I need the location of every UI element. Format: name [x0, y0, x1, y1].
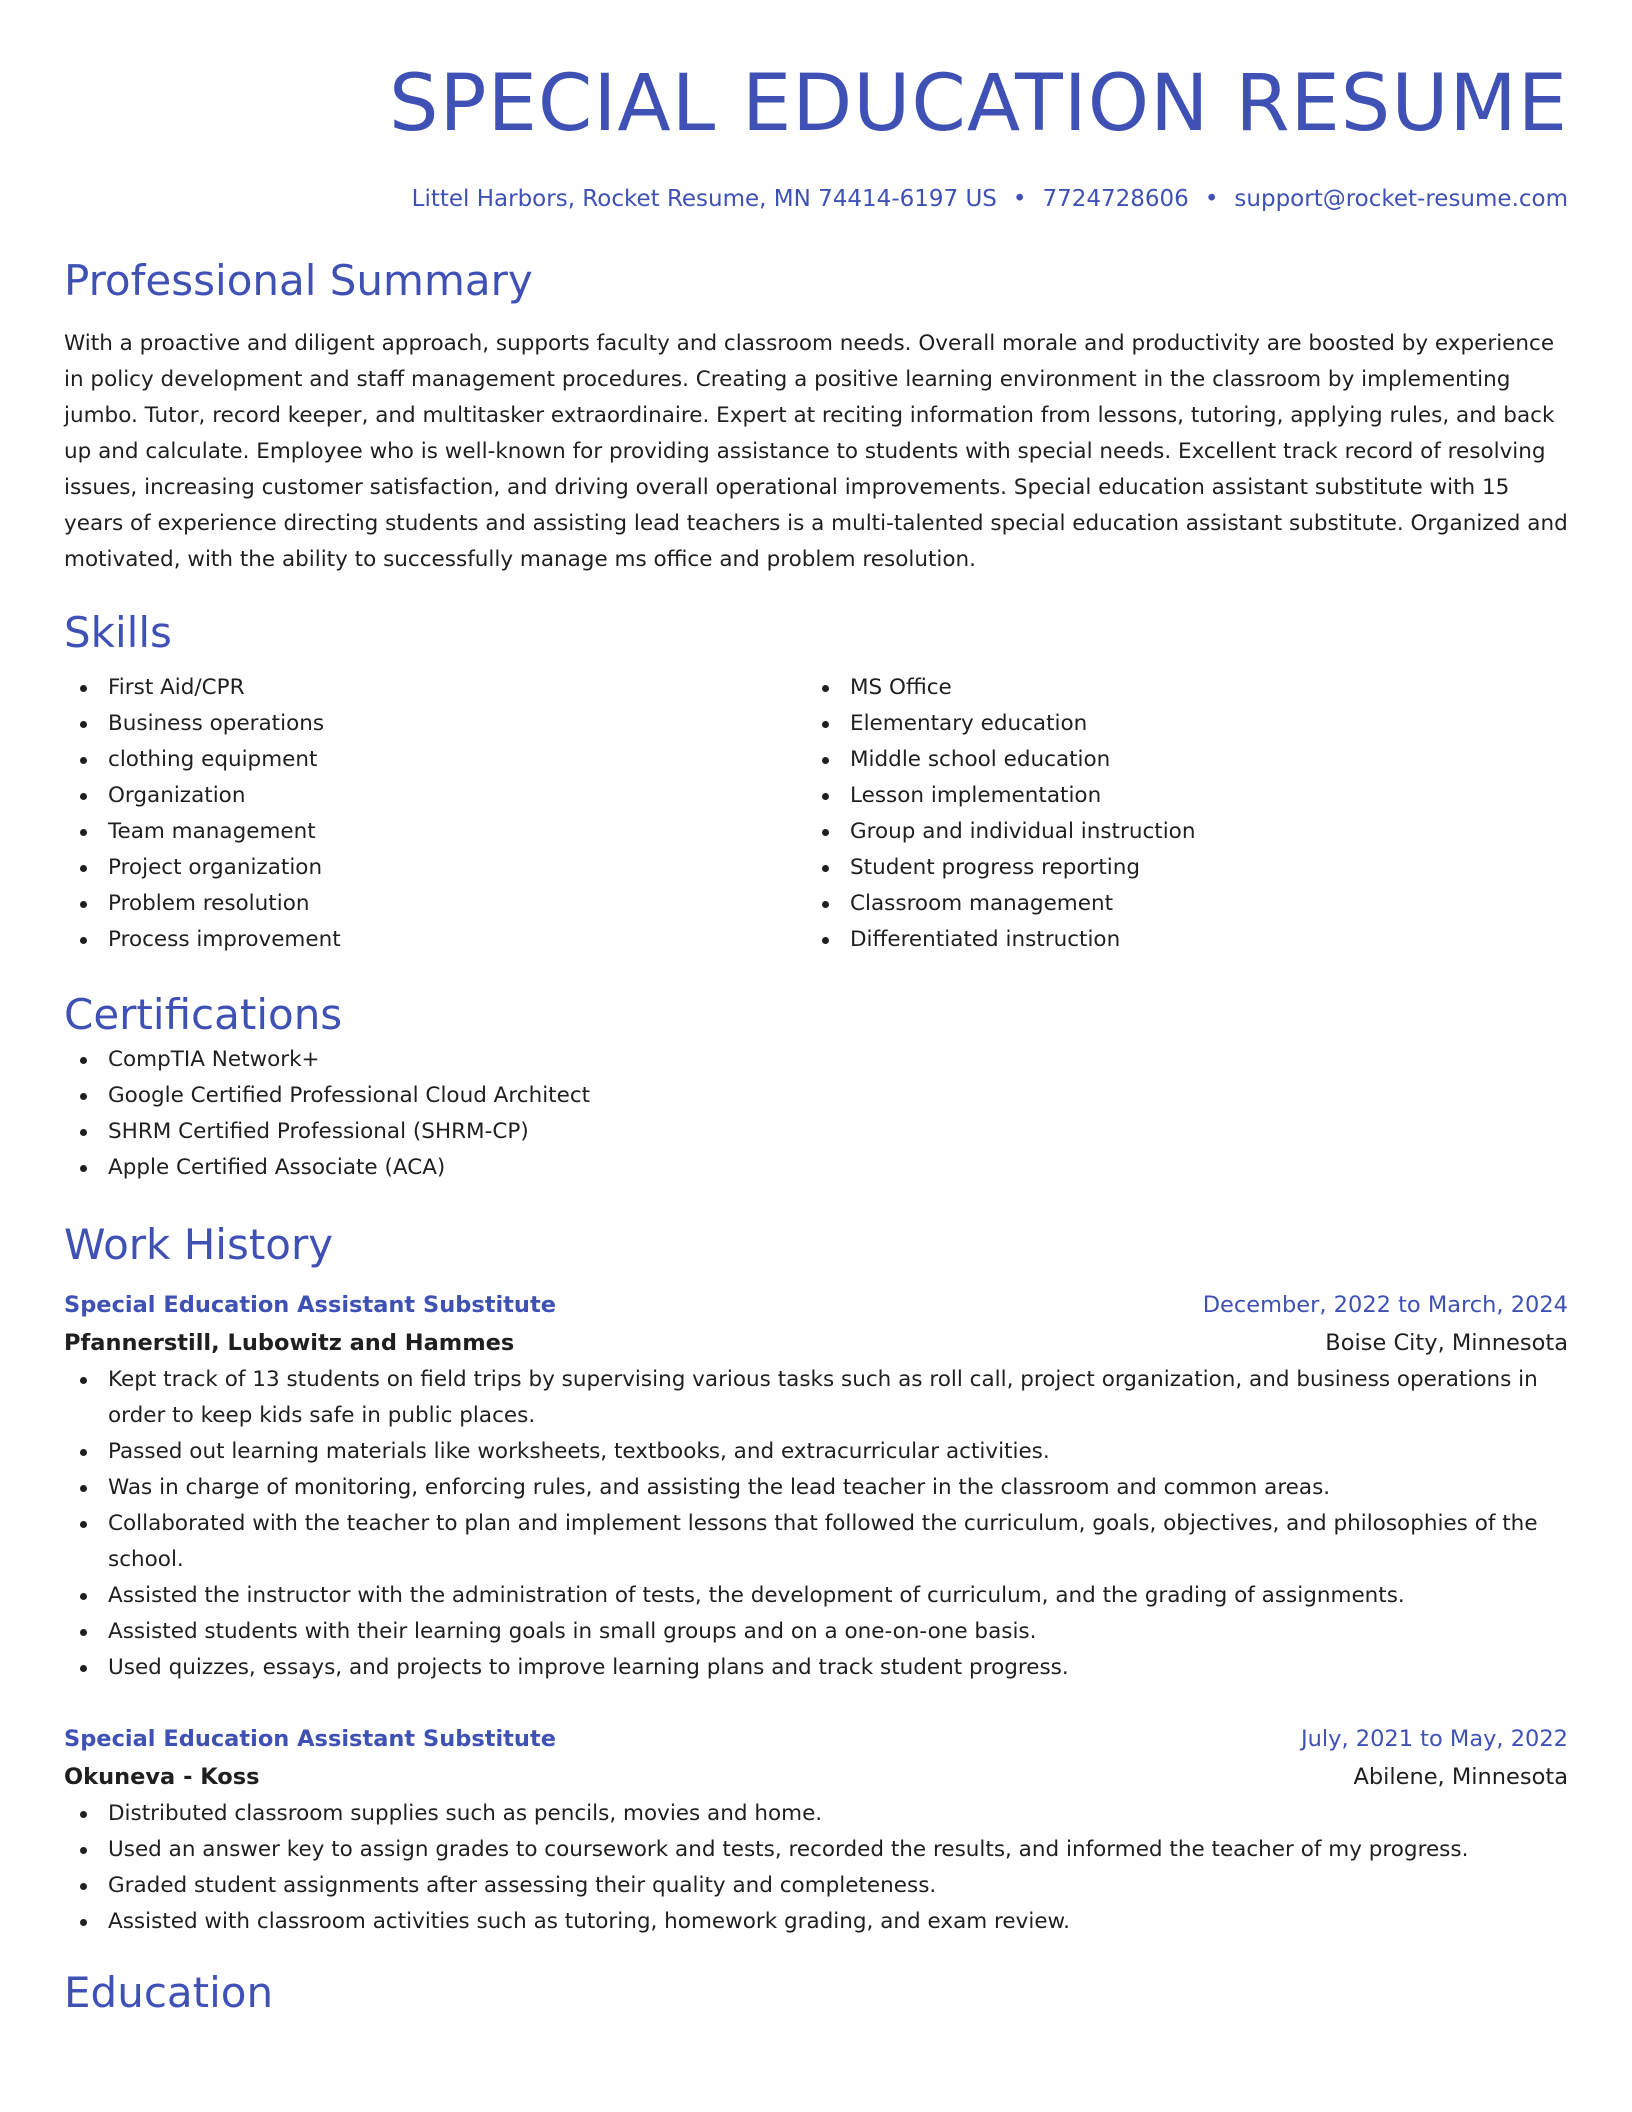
job-title: Special Education Assistant Substitute: [64, 1726, 556, 1752]
job-title: Special Education Assistant Substitute: [64, 1292, 556, 1318]
skill-item: Middle school education: [806, 742, 1548, 778]
job-dates: December, 2022 to March, 2024: [1202, 1292, 1568, 1318]
contact-line: [64, 184, 1568, 214]
contact-phone[interactable]: 7724728606: [1042, 186, 1189, 212]
skill-item: Elementary education: [806, 706, 1548, 742]
skill-item: Lesson implementation: [806, 778, 1548, 814]
job-duty: Assisted with classroom activities such as tutoring, homework grading, and exam review.: [64, 1904, 1568, 1940]
skill-item: Team management: [64, 814, 806, 850]
summary-heading: Professional Summary: [64, 256, 533, 305]
job-duty: Distributed classroom supplies such as pencils, movies and home.: [64, 1796, 1568, 1832]
job-company-row: [64, 1758, 1568, 1796]
skill-item: Process improvement: [64, 922, 806, 958]
skills-list-right: [806, 670, 1548, 958]
skill-item: Business operations: [64, 706, 806, 742]
contact-address: Littel Harbors, Rocket Resume, MN 74414-6197 US: [411, 186, 997, 212]
skill-item: Organization: [64, 778, 806, 814]
contact-separator: •: [1012, 186, 1027, 212]
skills-columns: [64, 670, 1568, 958]
job-duty: Was in charge of monitoring, enforcing rules, and assisting the lead teacher in the classroom and common areas.: [64, 1470, 1568, 1506]
job-entry: [64, 1286, 1568, 1686]
job-header-row: [64, 1720, 1568, 1758]
resume-header: [64, 50, 1568, 214]
work-history-heading: Work History: [64, 1220, 334, 1269]
job-company-row: [64, 1324, 1568, 1362]
certification-item: SHRM Certified Professional (SHRM-CP): [64, 1114, 1568, 1150]
job-dates: July, 2021 to May, 2022: [1300, 1726, 1568, 1752]
work-history-section: [64, 1218, 1568, 1940]
contact-email[interactable]: support@rocket-resume.com: [1234, 186, 1568, 212]
skill-item: Group and individual instruction: [806, 814, 1548, 850]
job-location: Boise City, Minnesota: [1325, 1330, 1568, 1356]
skill-item: Differentiated instruction: [806, 922, 1548, 958]
job-duty: Used an answer key to assign grades to coursework and tests, recorded the results, and informed the teacher of my progress.: [64, 1832, 1568, 1868]
skill-item: Student progress reporting: [806, 850, 1548, 886]
skill-item: MS Office: [806, 670, 1548, 706]
summary-section: [64, 254, 1568, 578]
job-duty: Passed out learning materials like worksheets, textbooks, and extracurricular activities.: [64, 1434, 1568, 1470]
job-header-row: [64, 1286, 1568, 1324]
job-duty: Assisted students with their learning goals in small groups and on a one-on-one basis.: [64, 1614, 1568, 1650]
summary-text: With a proactive and diligent approach, supports faculty and classroom needs. Overall morale and productivity are boosted by experience in policy development and staff management procedures. Creating a positive learning environment in the classroom by implementing jumbo. Tutor, record keeper, and multitasker extraordinaire. Expert at reciting information from lessons, tutoring, applying rules, and back up and calculate. Employee who is well-known for providing assistance to students with special needs. Excellent track record of resolving issues, increasing customer satisfaction, and driving overall operational improvements. Special education assistant substitute with 15 years of experience directing students and assisting lead teachers is a multi-talented special education assistant substitute. Organized and motivated, with the ability to successfully manage ms office and problem resolution.: [64, 331, 1568, 572]
certifications-list: [64, 1042, 1568, 1186]
certification-item: CompTIA Network+: [64, 1042, 1568, 1078]
resume-title: SPECIAL EDUCATION RESUME: [389, 59, 1568, 149]
certifications-section: [64, 988, 1568, 1186]
certifications-heading: Certifications: [64, 990, 343, 1039]
education-section: [64, 1966, 1568, 2020]
education-heading: Education: [64, 1968, 274, 2017]
job-location: Abilene, Minnesota: [1353, 1764, 1568, 1790]
skill-item: First Aid/CPR: [64, 670, 806, 706]
skill-item: Project organization: [64, 850, 806, 886]
job-company: Pfannerstill, Lubowitz and Hammes: [64, 1330, 515, 1356]
job-duties-list: [64, 1796, 1568, 1940]
job-duty: Assisted the instructor with the administration of tests, the development of curriculum, and the grading of assignments.: [64, 1578, 1568, 1614]
skills-section: [64, 606, 1568, 958]
skill-item: clothing equipment: [64, 742, 806, 778]
job-entry: [64, 1720, 1568, 1940]
job-duty: Collaborated with the teacher to plan and implement lessons that followed the curriculum, goals, objectives, and philosophies of the school.: [64, 1506, 1568, 1578]
certification-item: Apple Certified Associate (ACA): [64, 1150, 1568, 1186]
job-duty: Used quizzes, essays, and projects to improve learning plans and track student progress.: [64, 1650, 1568, 1686]
job-company: Okuneva - Koss: [64, 1764, 260, 1790]
skill-item: Problem resolution: [64, 886, 806, 922]
certification-item: Google Certified Professional Cloud Architect: [64, 1078, 1568, 1114]
job-duty: Kept track of 13 students on field trips by supervising various tasks such as roll call, project organization, and business operations in order to keep kids safe in public places.: [64, 1362, 1568, 1434]
skills-heading: Skills: [64, 608, 172, 657]
job-duties-list: [64, 1362, 1568, 1686]
job-duty: Graded student assignments after assessing their quality and completeness.: [64, 1868, 1568, 1904]
contact-separator: •: [1204, 186, 1219, 212]
skill-item: Classroom management: [806, 886, 1548, 922]
skills-list-left: [64, 670, 806, 958]
